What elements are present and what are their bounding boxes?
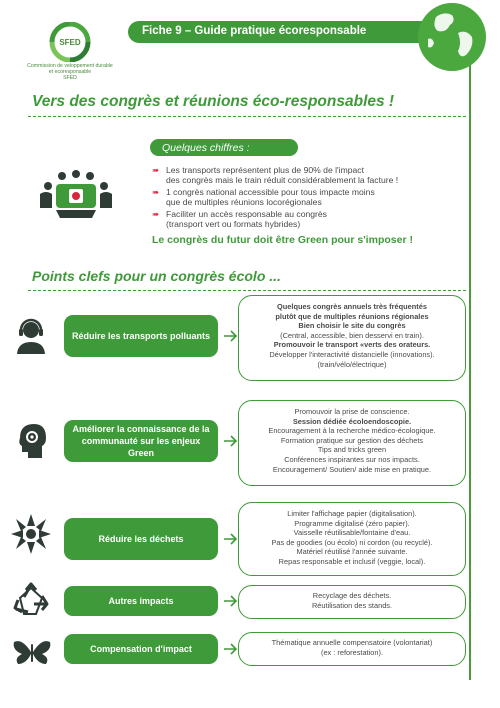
globe-icon — [418, 3, 486, 71]
hands-circle-icon — [8, 512, 54, 556]
details-other: Recyclage des déchets. Réutilisation des stands. — [238, 585, 466, 619]
arrow-bullet-icon: ➠ — [152, 209, 160, 219]
page-title: Vers des congrès et réunions éco-responsables ! — [32, 93, 395, 110]
butterfly-icon — [12, 638, 52, 666]
organization-name: Commission de veloppement durable et ecoresponsable SFED — [27, 63, 113, 81]
action-reduce-waste: Réduire les déchets — [64, 518, 218, 560]
fiche-title: Fiche 9 – Guide pratique écoresponsable — [142, 25, 367, 37]
action-improve-knowledge: Améliorer la connaissance de la communauté sur les enjeux Green — [64, 420, 218, 462]
action-reduce-transport: Réduire les transports polluants — [64, 315, 218, 357]
svg-text:SFED: SFED — [59, 38, 81, 47]
page-margin-line — [469, 30, 471, 680]
recycle-icon — [12, 582, 50, 620]
details-knowledge: Promouvoir la prise de conscience. Session dédiée écoloendoscopie. Encouragement à la recherche médico-écologique. Formation pratique sur gestion des déchets Tips and tricks green Conférences inspirantes sur nos impacts. Encouragement/ Soutien/ aide mise en pratique. — [238, 400, 466, 486]
arrow-right-icon — [224, 643, 238, 655]
details-compensation: Thématique annuelle compensatoire (volontariat) (ex : reforestation). — [238, 632, 466, 666]
arrow-bullet-icon: ➠ — [152, 187, 160, 197]
action-compensation: Compensation d'impact — [64, 634, 218, 664]
details-waste: Limiter l'affichage papier (digitalisation). Programme digitalisé (zéro papier). Vaisselle réutilisable/fontaine d'eau. Pas de goodies (ou écolo) ni cordon (ou recyclé). Matériel réutilisé l'année suivante. Repas responsable et inclusif (veggie, local). — [238, 502, 466, 576]
figures-list — [152, 165, 452, 231]
fiche-header — [128, 21, 428, 43]
action-other-impacts: Autres impacts — [64, 586, 218, 616]
meeting-table-icon — [36, 168, 116, 220]
key-message: Le congrès du futur doit être Green pour s'imposer ! — [152, 234, 413, 246]
arrow-right-icon — [224, 330, 238, 342]
key-points-title: Points clefs pour un congrès écolo ... — [32, 268, 281, 284]
arrow-right-icon — [224, 435, 238, 447]
fact-item: ➠ 1 congrès national accessible pour tous impacte moins que de multiples réunions locorégionales — [152, 187, 375, 207]
arrow-right-icon — [224, 595, 238, 607]
figures-label: Quelques chiffres : — [150, 139, 298, 156]
fact-item: ➠ Faciliter un accès responsable au congrès (transport vert ou formats hybrides) — [152, 209, 327, 229]
title-divider — [28, 116, 466, 117]
key-points-divider — [28, 290, 466, 291]
brain-gear-icon — [14, 422, 48, 460]
recycle-logo-icon — [44, 22, 96, 62]
headset-person-icon — [14, 318, 48, 354]
details-transport: Quelques congrès annuels très fréquentés plutôt que de multiples réunions régionales Bien choisir le site du congrès (Central, accessible, bien desservi en train). Promouvoir le transport «verts des orateurs. Développer l'interactivité distancielle (innovations). (train/vélo/électrique) — [238, 295, 466, 381]
arrow-bullet-icon: ➠ — [152, 165, 160, 175]
arrow-right-icon — [224, 533, 238, 545]
fact-item: ➠ Les transports représentent plus de 90% de l'impact des congrès mais le train réduit considérablement la facture ! — [152, 165, 399, 185]
